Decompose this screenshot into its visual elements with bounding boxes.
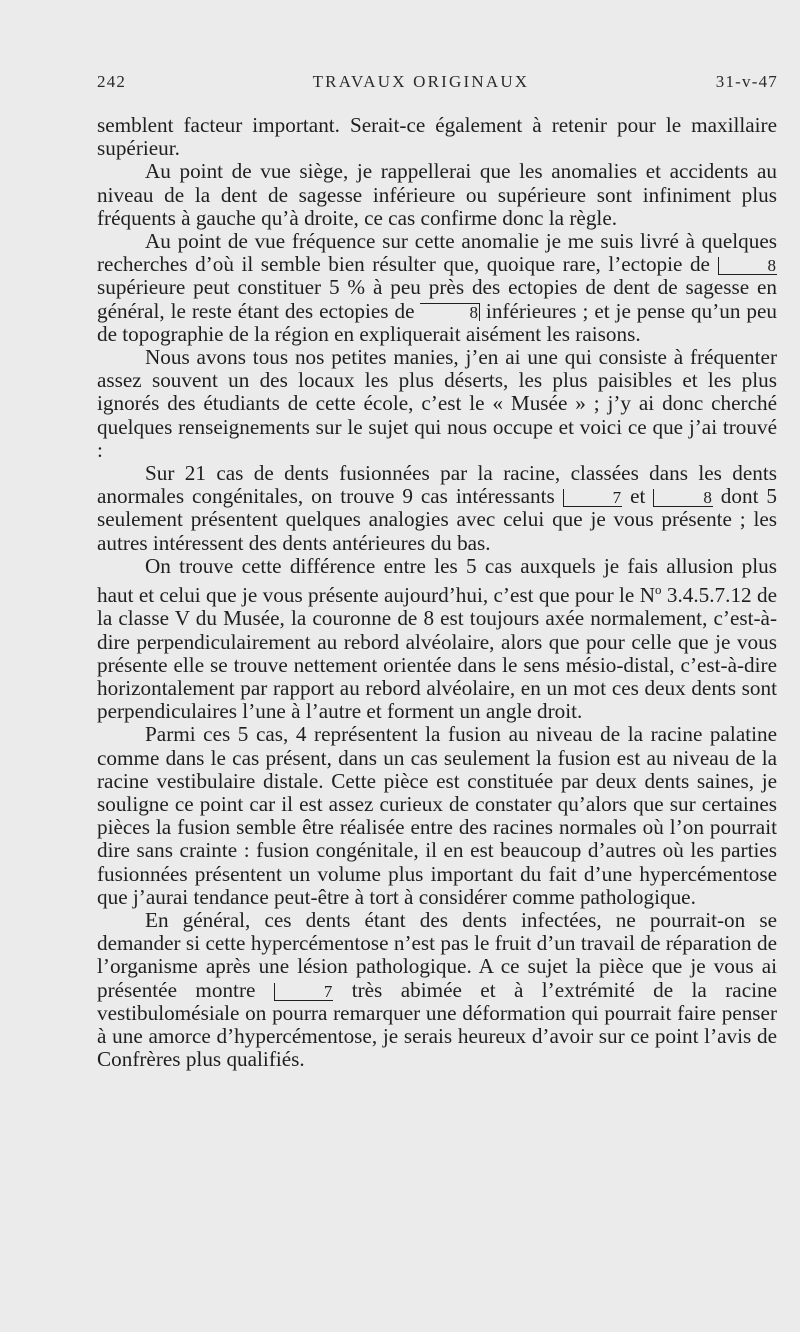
running-title: TRAVAUX ORIGINAUX [312,72,530,91]
tooth-notation-lower-right-8: 8 [420,303,480,321]
page-number: 242 [97,72,127,91]
tooth-notation-upper-left-7: 7 [563,489,623,507]
paragraph-4: Nous avons tous nos petites manies, j’en ai une qui consiste à fréquenter assez souvent un des locaux les plus déserts, les plus paisibles et les plus ignorés des étudiants de cette école, c’est le « Musée » ; j’y ai donc cherché quelques renseignements sur le sujet qui nous occupe et voici ce que j’ai trouvé : [97,345,777,462]
running-header [97,72,778,92]
paragraph-7: Parmi ces 5 cas, 4 représentent la fusion au niveau de la racine palatine comme dans le cas présent, dans un cas seulement la fusion est au niveau de la racine vestibulaire distale. Cette pièce est constituée par deux dents saines, je souligne ce point car il est assez curieux de constater qu’alors que sur certaines pièces la fusion semble être réalisée entre des racines normales où l’on pourrait dire sans crainte : fusion congénitale, il en est beaucoup d’autres où les parties fusionnées présentent un volume plus important du fait d’une hypercémentose que j’aurai tendance peut-être à tort à considérer comme pathologique. [97,722,777,909]
article-body [97,114,777,1071]
paragraph-1: semblent facteur important. Serait-ce également à retenir pour le maxillaire supérieur. [97,113,777,161]
issue-date: 31-v-47 [715,72,778,91]
tooth-notation-upper-left-8: 8 [718,257,778,275]
numero-superscript: o [655,582,662,598]
paragraph-5: Sur 21 cas de dents fusionnées par la racine, classées dans les dents anormales congénitales, on trouve 9 cas intéressants 7 et 8 dont 5 seulement présentent quelques analogies avec celui que je vous présente ; les autres intéressent des dents antérieures du bas. [97,461,778,555]
paragraph-2: Au point de vue siège, je rappellerai que les anomalies et accidents au niveau de la dent de sagesse inférieure ou supérieure sont infiniment plus fréquents à gauche qu’à droite, ce cas confirme donc la règle. [97,159,777,230]
paragraph-6: On trouve cette différence entre les 5 cas auxquels je fais allusion plus haut et celui que je vous présente aujourd’hui, c’est que pour le $N^o$ 3.4.5.7.12 de la classe V du Musée, la couronne de 8 est toujours axée normalement, c’est-à-dire perpendiculairement au rebord alvéolaire, alors que pour celle que je vous présente elle se trouve nettement orientée dans le sens mésio-distal, c’est-à-dire horizontalement par rapport au rebord alvéolaire, en un mot ces deux dents sont perpendiculaires l’une à l’autre et forment un angle droit. [97,553,777,724]
paragraph-8: En général, ces dents étant des dents infectées, ne pourrait-on se demander si cette hypercémentose n’est pas le fruit d’un travail de réparation de l’organisme après une lésion pathologique. A ce sujet la pièce que je vous ai présentée montre 7 très abimée et à l’extrémité de la racine vestibulomésiale on pourra remarquer une déformation qui pourrait faire penser à une amorce d’hypercémentose, je serais heureux d’avoir sur ce point l’avis de Confrères plus qualifiés. [97,907,777,1072]
paragraph-3: Au point de vue fréquence sur cette anomalie je me suis livré à quelques recherches d’où il semble bien résulter que, quoique rare, l’ectopie de 8 supérieure peut constituer 5 % à peu près des ectopies de dent de sagesse en général, le reste étant des ectopies de 8 inférieures ; et je pense qu’un peu de topographie de la région en expliquerait aisément les raisons. [97,229,777,346]
tooth-notation-upper-left-8: 8 [653,489,713,507]
tooth-notation-upper-left-7: 7 [274,983,334,1001]
